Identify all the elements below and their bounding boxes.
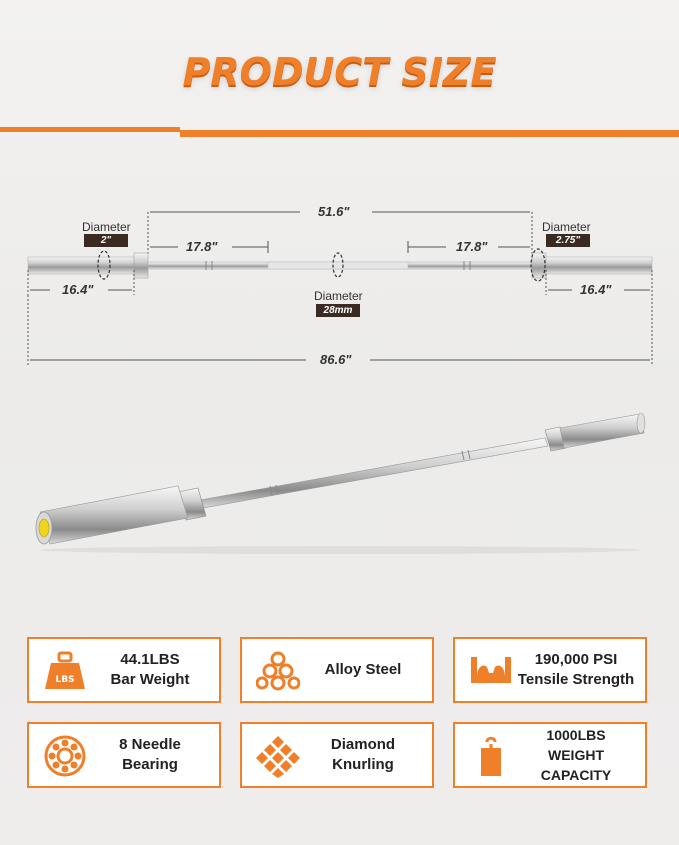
feature-weight-line2: Bar Weight bbox=[110, 671, 190, 688]
page-title: PRODUCT SIZE bbox=[182, 50, 497, 94]
feature-alloy-line1: Alloy Steel bbox=[324, 661, 402, 678]
accent-band-right bbox=[180, 130, 679, 137]
diameter-left-tag: 2" bbox=[84, 234, 128, 247]
svg-text:LBS: LBS bbox=[55, 675, 75, 685]
feature-capacity-line1: 1000LBS bbox=[546, 727, 606, 743]
feature-bearing-line1: 8 Needle bbox=[119, 736, 181, 753]
feature-tensile-line1: 190,000 PSI bbox=[534, 651, 618, 668]
barbell-product-image bbox=[0, 400, 679, 560]
feature-knurling-line2: Knurling bbox=[332, 756, 394, 773]
dim-shaft-length: 51.6" bbox=[318, 204, 350, 219]
dim-knurl-right: 17.8" bbox=[456, 239, 488, 254]
feature-tensile-line2: Tensile Strength bbox=[517, 671, 635, 688]
dim-knurl-left: 17.8" bbox=[186, 239, 218, 254]
dim-sleeve-right: 16.4" bbox=[580, 282, 612, 297]
dim-sleeve-left: 16.4" bbox=[62, 282, 94, 297]
feature-card-weight bbox=[27, 637, 221, 703]
diameter-right-tag: 2.75" bbox=[546, 234, 590, 247]
diameter-center-tag: 28mm bbox=[316, 304, 360, 317]
feature-capacity-line2: WEIGHT CAPACITY bbox=[540, 747, 612, 783]
diameter-center-label: Diameter bbox=[314, 289, 363, 303]
flexed-arm-icon bbox=[469, 649, 513, 693]
feature-card-knurling bbox=[240, 722, 434, 788]
accent-band-left bbox=[0, 127, 180, 132]
hanging-weight-icon bbox=[469, 734, 513, 778]
weight-lbs-icon bbox=[43, 649, 87, 693]
feature-knurling-line1: Diamond bbox=[330, 736, 396, 753]
feature-card-bearing bbox=[27, 722, 221, 788]
alloy-stack-icon bbox=[256, 649, 300, 693]
feature-card-alloy bbox=[240, 637, 434, 703]
needle-bearing-icon bbox=[43, 734, 87, 778]
dim-overall-length: 86.6" bbox=[320, 352, 352, 367]
diameter-left-label: Diameter bbox=[82, 220, 131, 234]
feature-bearing-line2: Bearing bbox=[122, 756, 178, 773]
diamond-knurling-icon bbox=[256, 734, 300, 778]
feature-card-capacity bbox=[453, 722, 647, 788]
feature-weight-line1: 44.1LBS bbox=[120, 651, 180, 668]
feature-card-tensile bbox=[453, 637, 647, 703]
diameter-right-label: Diameter bbox=[542, 220, 591, 234]
